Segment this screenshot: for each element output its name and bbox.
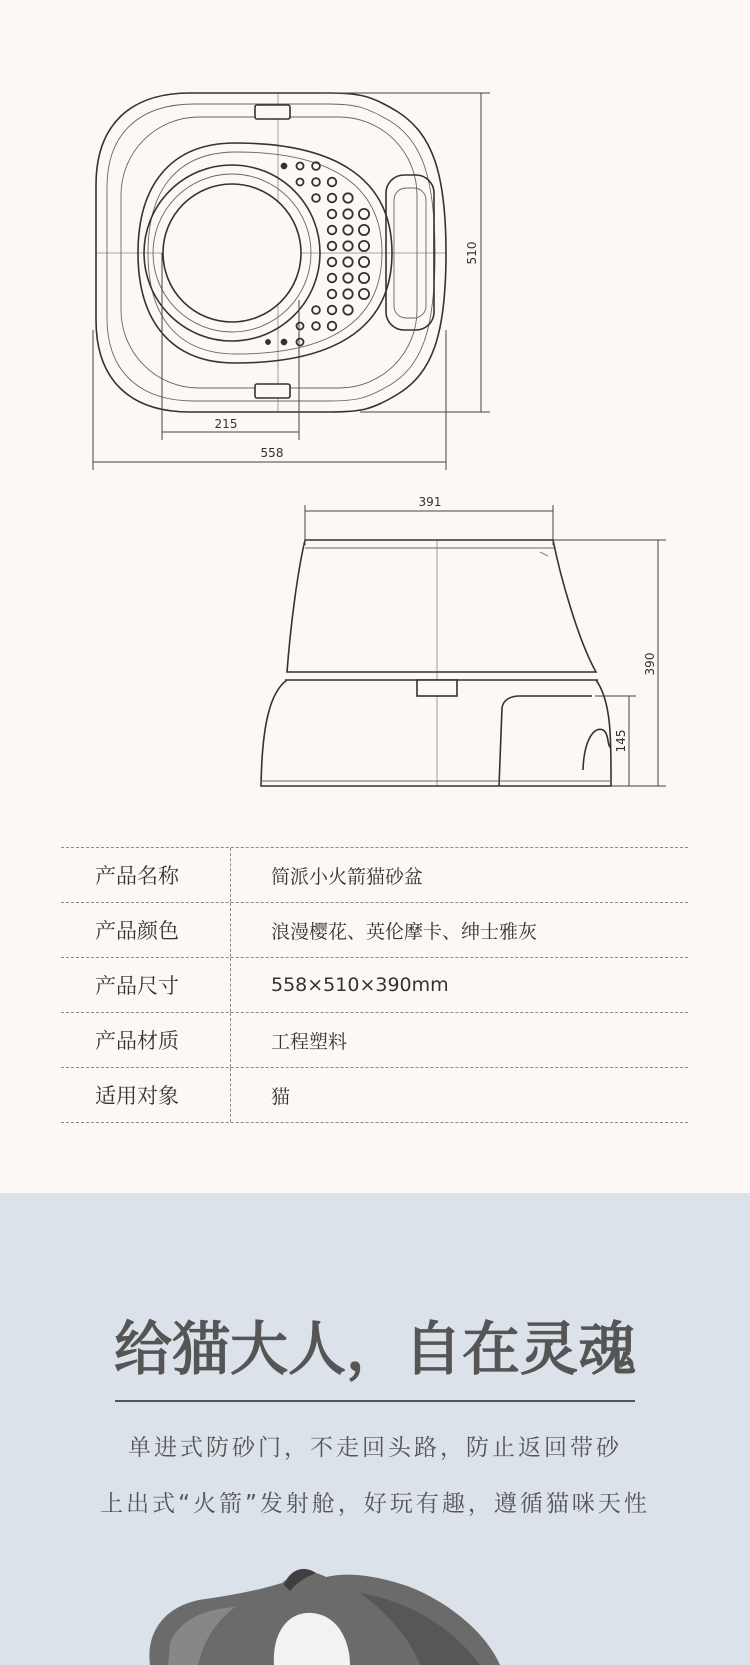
dim-390-label: 390 bbox=[643, 652, 657, 676]
banner-divider bbox=[115, 1400, 635, 1402]
spec-value: 猫 bbox=[271, 1085, 291, 1108]
vent-hole bbox=[312, 322, 320, 330]
side-view bbox=[261, 495, 666, 786]
vent-hole bbox=[297, 163, 304, 170]
top-clip bbox=[255, 105, 290, 119]
spec-value: 工程塑料 bbox=[271, 1030, 348, 1053]
door-circle bbox=[163, 184, 301, 322]
entrance-step bbox=[583, 729, 611, 770]
bottom-clip bbox=[255, 384, 290, 398]
dim-145-label: 145 bbox=[614, 729, 628, 753]
dim-510-label: 510 bbox=[465, 241, 479, 265]
vent-hole bbox=[328, 242, 337, 251]
vent-hole bbox=[343, 241, 352, 250]
dim-391-label: 391 bbox=[418, 495, 442, 509]
spec-row-material bbox=[61, 1012, 688, 1067]
spec-table bbox=[61, 847, 688, 1123]
spec-label: 产品名称 bbox=[61, 848, 231, 902]
dim-215-label: 215 bbox=[214, 417, 238, 431]
vent-hole bbox=[328, 290, 337, 299]
handle-outer bbox=[386, 175, 434, 330]
vent-hole bbox=[265, 339, 270, 344]
vent-hole bbox=[359, 273, 369, 283]
vent-hole bbox=[359, 225, 369, 235]
vent-hole bbox=[343, 225, 352, 234]
dim-558-label: 558 bbox=[260, 446, 284, 460]
vent-hole bbox=[297, 323, 304, 330]
spec-label: 适用对象 bbox=[61, 1068, 231, 1122]
vent-hole bbox=[281, 163, 287, 169]
spec-value: 简派小火箭猫砂盆 bbox=[271, 865, 424, 888]
top-view bbox=[93, 93, 490, 470]
vent-hole bbox=[328, 306, 337, 315]
spec-label: 产品材质 bbox=[61, 1013, 231, 1067]
vent-hole bbox=[281, 339, 287, 345]
feature-banner bbox=[0, 1193, 750, 1665]
vent-hole bbox=[297, 179, 304, 186]
vent-hole bbox=[343, 289, 352, 298]
vent-hole bbox=[359, 209, 369, 219]
vent-hole bbox=[343, 305, 352, 314]
dimension-drawing bbox=[0, 0, 750, 820]
banner-heading: 给猫大人，自在灵魂 bbox=[113, 1315, 636, 1383]
vent-hole bbox=[343, 273, 352, 282]
vent-hole bbox=[359, 241, 369, 251]
spec-value: 558×510×390mm bbox=[271, 974, 449, 996]
vent-hole bbox=[328, 226, 337, 235]
vent-hole bbox=[297, 339, 304, 346]
vent-hole bbox=[328, 322, 337, 331]
vent-hole bbox=[343, 209, 352, 218]
spec-value: 浪漫樱花、英伦摩卡、绅士雅灰 bbox=[271, 920, 538, 943]
vent-hole bbox=[328, 178, 337, 187]
spec-label: 产品尺寸 bbox=[61, 958, 231, 1012]
spec-row-name bbox=[61, 847, 688, 902]
vent-hole bbox=[328, 210, 337, 219]
side-clip bbox=[417, 680, 457, 696]
vent-hole bbox=[359, 289, 369, 299]
vent-hole bbox=[312, 194, 320, 202]
spec-row-color bbox=[61, 902, 688, 957]
spec-label: 产品颜色 bbox=[61, 903, 231, 957]
entrance-opening bbox=[499, 696, 592, 786]
spec-row-size bbox=[61, 957, 688, 1012]
vent-hole bbox=[328, 194, 337, 203]
vent-hole bbox=[359, 257, 369, 267]
banner-line-1: 单进式防砂门，不走回头路，防止返回带砂 bbox=[128, 1435, 622, 1461]
banner-line-2: 上出式“火箭”发射舱，好玩有趣，遵循猫咪天性 bbox=[100, 1491, 650, 1517]
vent-hole bbox=[312, 178, 320, 186]
spec-row-target bbox=[61, 1067, 688, 1122]
lid-marker bbox=[540, 552, 548, 556]
vent-hole bbox=[312, 306, 320, 314]
vent-hole bbox=[343, 257, 352, 266]
vent-hole bbox=[328, 258, 337, 267]
vent-hole bbox=[328, 274, 337, 283]
upper-body bbox=[287, 540, 596, 672]
cat-photo bbox=[0, 1563, 750, 1665]
vent-hole bbox=[343, 193, 352, 202]
